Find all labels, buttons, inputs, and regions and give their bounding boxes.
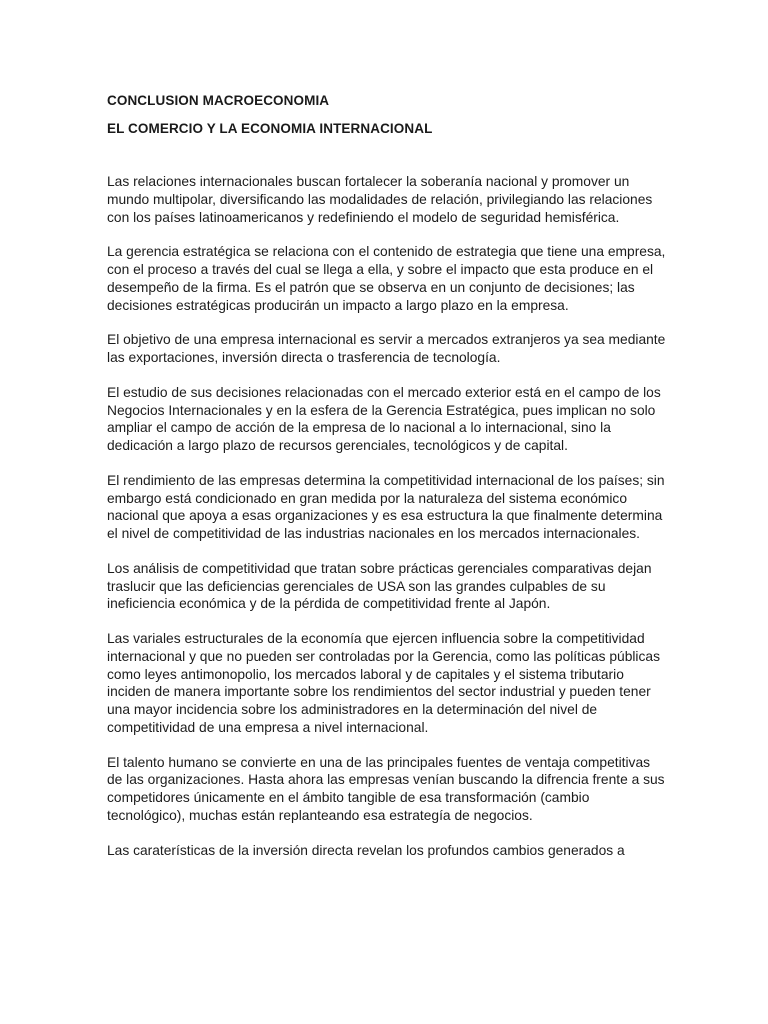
paragraph-5: El rendimiento de las empresas determina la competitividad internacional de los países; sin embargo está condicionado en gran medida por la naturaleza del sistema económico nacional que apoya a esas organizaciones y es esa estructura la que finalmente determina el nivel de competitividad de las industrias nacionales en los mercados internacionales. <box>107 472 665 541</box>
paragraph-1: Las relaciones internacionales buscan fortalecer la soberanía nacional y promover un mundo multipolar, diversificando las modalidades de relación, privilegiando las relaciones con los países latinoamericanos y redefiniendo el modelo de seguridad hemisférica. <box>107 174 653 225</box>
paragraph-4: El estudio de sus decisiones relacionadas con el mercado exterior está en el campo de los Negocios Internacionales y en la esfera de la Gerencia Estratégica, pues implican no solo ampliar el campo de acción de la empresa de lo nacional a lo internacional, sino la dedicación a largo plazo de recursos gerenciales, tecnológicos y de capital. <box>107 384 661 453</box>
document-body <box>107 173 667 876</box>
document-subtitle: EL COMERCIO Y LA ECONOMIA INTERNACIONAL <box>107 121 433 136</box>
paragraph-6: Los análisis de competitividad que tratan sobre prácticas gerenciales comparativas dejan traslucir que las deficiencias gerenciales de USA son las grandes culpables de su ineficiencia económica y de la pérdida de competitividad frente al Japón. <box>107 560 652 612</box>
document-title: CONCLUSION MACROECONOMIA <box>107 93 330 108</box>
paragraph-3: El objetivo de una empresa internacional es servir a mercados extranjeros ya sea mediante las exportaciones, inversión directa o trasferencia de tecnología. <box>107 332 666 365</box>
paragraph-9: Las caraterísticas de la inversión directa revelan los profundos cambios generados a <box>107 842 625 858</box>
paragraph-2: La gerencia estratégica se relaciona con el contenido de estrategia que tiene una empresa, con el proceso a través del cual se llega a ella, y sobre el impacto que esta produce en el desempeño de la firma. Es el patrón que se observa en un conjunto de decisiones; las decisiones estratégicas producirán un impacto a largo plazo en la empresa. <box>107 244 666 313</box>
paragraph-7: Las variales estructurales de la economía que ejercen influencia sobre la competitividad internacional y que no pueden ser controladas por la Gerencia, como las políticas públicas como leyes antimonopolio, los mercados laboral y de capitales y el sistema tributario inciden de manera importante sobre los rendimientos del sector industrial y pueden tener una mayor incidencia sobre los administradores en la determinación del nivel de competitividad de una empresa a nivel internacional. <box>107 631 660 735</box>
paragraph-8: El talento humano se convierte en una de las principales fuentes de ventaja competitivas de las organizaciones. Hasta ahora las empresas venían buscando la difrencia frente a sus competidores únicamente en el ámbito tangible de esa transformación (cambio tecnológico), muchas están replanteando esa estrategía de negocios. <box>107 754 665 823</box>
